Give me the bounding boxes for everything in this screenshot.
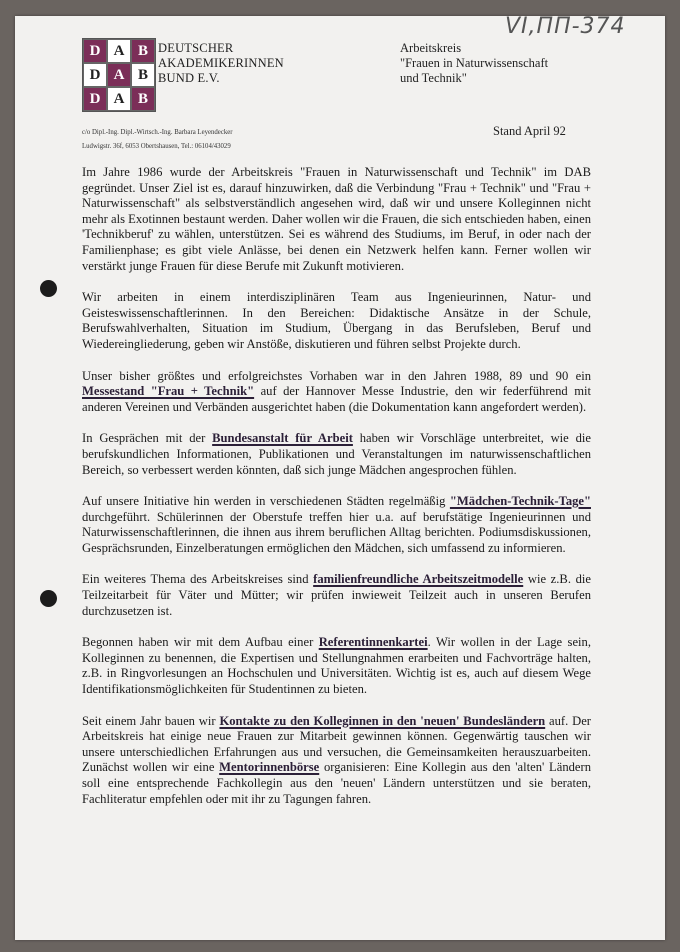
body-paragraph bbox=[82, 494, 591, 556]
highlighted-term: Bundesanstalt für Arbeit bbox=[212, 431, 353, 446]
body-paragraph bbox=[82, 369, 591, 416]
logo-cell: B bbox=[131, 87, 155, 111]
body-paragraph bbox=[82, 290, 591, 352]
logo-cell: A bbox=[107, 87, 131, 111]
highlighted-term: familienfreundliche Arbeitszeitmodelle bbox=[313, 572, 524, 587]
handwritten-archive-note: VI,ПП-374 bbox=[505, 14, 626, 39]
working-group-name bbox=[400, 41, 548, 86]
paragraph-text: auf. Der Arbeitskreis hat einige neue Frauen zur Mitarbeit gewinnen können. Gegenwärtig tauschen wir unsere unterschiedlichen Erfahrungen aus und versuchen, die Gemeinsamkeiten herauszuarbeiten. Zunächst wollen wir eine bbox=[82, 713, 591, 775]
document-body bbox=[82, 165, 591, 823]
logo-cell: B bbox=[131, 63, 155, 87]
body-paragraph bbox=[82, 635, 591, 697]
paragraph-text: . Wir wollen in der Lage sein, Kolleginnen zu benennen, die Expertisen und Stellungnahmen erarbeiten und Fachvorträge halten, z.B. in Ringvorlesungen an Hochschulen und Universitäten. Wichtig ist es, auch auf diesem Wege Identifikationsmöglichkeiten für Studentinnen zu bieten. bbox=[82, 635, 591, 697]
paragraph-text: durchgeführt. Schülerinnen der Oberstufe treffen hier u.a. auf berufstätige Ingenieurinnen und Naturwissenschaftlerinnen, die ihnen aus ihrem beruflichen Alltag berichten. Podiumsdiskussionen, Gesprächsrunden, Einzelberatungen ermöglichen den Mädchen, sich umfassend zu informieren. bbox=[82, 509, 591, 555]
dab-logo bbox=[82, 38, 156, 112]
group-line: "Frauen in Naturwissenschaft bbox=[400, 56, 549, 70]
contact-address: Ludwigstr. 36f, 6053 Obertshausen, Tel.: 06104/43029 bbox=[82, 143, 231, 150]
paragraph-text: wie z.B. die Teilzeitarbeit für Väter und Mütter; wir prüfen inwieweit Teilzeit auch in unseren Berufen durchzusetzen ist. bbox=[82, 572, 591, 618]
paragraph-text: Begonnen haben wir mit dem Aufbau einer bbox=[82, 635, 319, 650]
group-line: Arbeitskreis bbox=[400, 41, 462, 55]
paragraph-text: Seit einem Jahr bauen wir bbox=[82, 713, 220, 728]
org-line: AKADEMIKERINNEN bbox=[158, 56, 284, 70]
paragraph-text: haben wir Vorschläge unterbreitet, wie die berufskundlichen Informationen, Publikationen und Veranstaltungen im naturwissenschaftlichen Bereich, so verbessert werden könnten, daß sich junge Mädchen angesprochen fühlen. bbox=[82, 431, 591, 477]
highlighted-term: Kontakte zu den Kolleginnen in den 'neuen' Bundesländern bbox=[219, 713, 546, 728]
highlighted-term: Mentorinnenbörse bbox=[219, 760, 320, 775]
body-paragraph bbox=[82, 165, 591, 274]
body-paragraph bbox=[82, 431, 591, 478]
logo-cell: B bbox=[131, 39, 155, 63]
logo-cell: A bbox=[107, 39, 131, 63]
logo-cell: A bbox=[107, 63, 131, 87]
paragraph-text: auf der Hannover Messe Industrie, den wir federführend mit anderen Vereinen und Verbänden ausgerichtet haben (die Dokumentation kann angefordert werden). bbox=[82, 384, 591, 414]
punch-hole-bottom bbox=[40, 590, 57, 607]
punch-hole-top bbox=[40, 280, 57, 297]
logo-cell: D bbox=[83, 87, 107, 111]
paragraph-text: Auf unsere Initiative hin werden in verschiedenen Städten regelmäßig bbox=[82, 494, 450, 509]
logo-cell: D bbox=[83, 39, 107, 63]
document-date: Stand April 92 bbox=[493, 124, 566, 138]
body-paragraph bbox=[82, 714, 591, 808]
paragraph-text: Ein weiteres Thema des Arbeitskreises sind bbox=[82, 572, 314, 587]
paragraph-text: Wir arbeiten in einem interdisziplinären Team aus Ingenieurinnen, Natur- und Geisteswissenschaftlerinnen. In den Bereichen: Didaktische Ansätze in der Schule, Berufswahlverhalten, Situation im Studium, Übergang in das Berufsleben, Beruf und Wiedereingliederung, geben wir Anstöße, diskutieren und führen selbst Projekte durch. bbox=[82, 290, 591, 351]
org-line: BUND E.V. bbox=[158, 71, 220, 85]
highlighted-term: "Mädchen-Technik-Tage" bbox=[449, 494, 591, 509]
highlighted-term: Messestand "Frau + Technik" bbox=[82, 384, 255, 399]
org-line: DEUTSCHER bbox=[158, 41, 234, 55]
paragraph-text: Im Jahre 1986 wurde der Arbeitskreis "Frauen in Naturwissenschaft und Technik" im DAB gegründet. Unser Ziel ist es, darauf hinzuwirken, daß die Verbindung "Frau + Technik" und "Frau + Naturwissenschaft" als selbstverständlich angesehen wird, daß wir und unsere Kolleginnen nicht mehr als Exotinnen bestaunt werden. Daher wollen wir die Frauen, die sich entschieden haben, einen 'Technikberuf' zu wählen, unterstützen. Sei es während des Studiums, im Beruf, in oder nach der Familienphase; es gibt viele Anlässe, bei denen ein Netzwerk helfen kann. Ferner wollen wir verstärkt junge Frauen für diese Berufe mit Zukunft motivieren. bbox=[82, 165, 591, 273]
body-paragraph bbox=[82, 572, 591, 619]
contact-line: c/o Dipl.-Ing. Dipl.-Wirtsch.-Ing. Barbara Leyendecker bbox=[82, 129, 233, 136]
group-line: und Technik" bbox=[400, 71, 467, 85]
paragraph-text: In Gesprächen mit der bbox=[82, 431, 213, 446]
paragraph-text: organisieren: Eine Kollegin aus den 'alten' Ländern soll eine entsprechende Fachkollegin aus den 'neuen' Ländern unterstützen und sie beraten, Fachliteratur empfehlen oder mit ihr zu Tagungen fahren. bbox=[82, 760, 591, 806]
logo-cell: D bbox=[83, 63, 107, 87]
paragraph-text: Unser bisher größtes und erfolgreichstes Vorhaben war in den Jahren 1988, 89 und 90 ein bbox=[82, 368, 591, 383]
highlighted-term: Referentinnenkartei bbox=[318, 635, 428, 650]
organization-name bbox=[158, 41, 284, 86]
